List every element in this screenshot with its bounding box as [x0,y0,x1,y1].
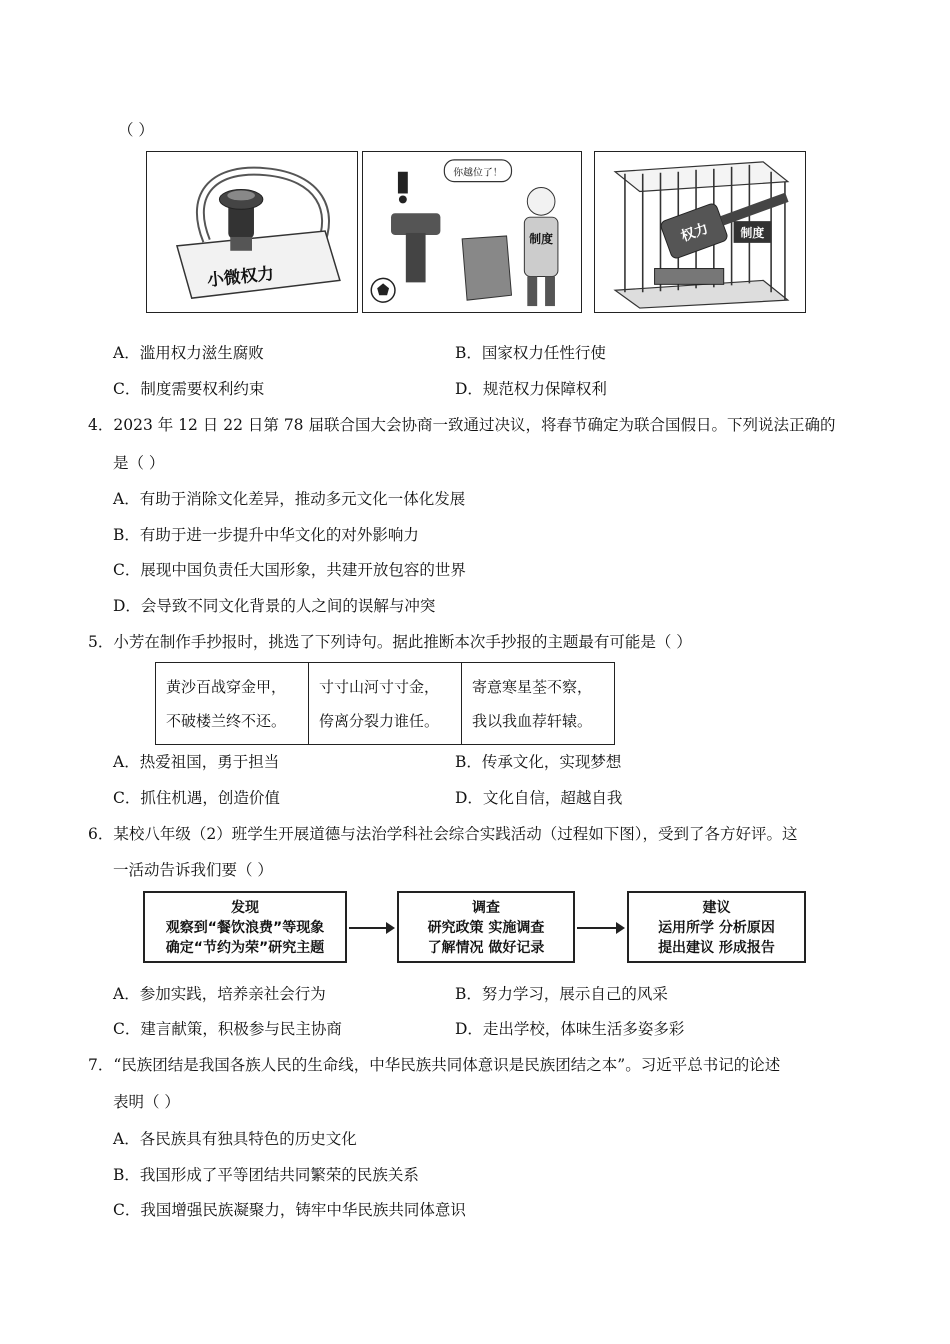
cartoon-power-in-cage [594,151,806,313]
svg-text:你越位了！: 你越位了！ [453,167,503,179]
q3-answer-paren: （ ） [118,121,154,139]
flow-box-suggest: 建议 运用所学 分析原因 提出建议 形成报告 [627,891,806,963]
stamp-illustration [147,152,357,312]
q4-stem-line1: 4．2023 年 12 日 22 日第 78 届联合国大会协商一致通过决议，将春节确定为联合国假日。下列说法正确的 [88,416,836,434]
q6-option-d[interactable]: D．走出学校，体味生活多姿多彩 [455,1020,685,1038]
q7-option-a[interactable]: A．各民族具有独具特色的历史文化 [113,1130,357,1148]
q7-option-c[interactable]: C．我国增强民族凝聚力，铸牢中华民族共同体意识 [113,1201,466,1219]
q5-option-d[interactable]: D．文化自信，超越自我 [455,789,623,807]
q7-stem-line1: 7．“民族团结是我国各族人民的生命线，中华民族共同体意识是民族团结之本”。习近平总书记的论述 [88,1056,781,1074]
q5-stem: 5．小芳在制作手抄报时，挑选了下列诗句。据此推断本次手抄报的主题最有可能是（ ） [88,633,692,651]
poem-cell-1: 黄沙百战穿金甲， 不破楼兰终不还。 [156,663,309,745]
q3-option-c[interactable]: C．制度需要权利约束 [113,380,265,398]
q4-option-b[interactable]: B．有助于进一步提升中华文化的对外影响力 [113,526,419,544]
q5-option-c[interactable]: C．抓住机遇，创造价值 [113,789,280,807]
q6-stem-line2: 一活动告诉我们要（ ） [113,861,273,879]
poem-cell-2: 寸寸山河寸寸金， 侉离分裂力谁任。 [309,663,462,745]
q5-option-a[interactable]: A．热爱祖国，勇于担当 [113,753,280,771]
cartoon-small-power-stamp [146,151,358,313]
q4-option-a[interactable]: A．有助于消除文化差异，推动多元文化一体化发展 [113,490,466,508]
svg-text:制度: 制度 [529,231,553,246]
q6-option-a[interactable]: A．参加实践，培养亲社会行为 [113,985,326,1003]
cage-illustration [595,152,805,312]
q4-stem-line2: 是（ ） [113,454,165,472]
q3-option-a[interactable]: A．滥用权力滋生腐败 [113,344,264,362]
q4-option-c[interactable]: C．展现中国负责任大国形象，共建开放包容的世界 [113,561,466,579]
q4-option-d[interactable]: D．会导致不同文化背景的人之间的误解与冲突 [113,597,436,615]
q7-stem-line2: 表明（ ） [113,1093,180,1111]
flow-box-investigate: 调查 研究政策 实施调查 了解情况 做好记录 [397,891,575,963]
poem-cell-3: 寄意寒星荃不察， 我以我血荐轩辕。 [462,663,615,745]
svg-text:小微权力: 小微权力 [206,262,275,290]
q7-option-b[interactable]: B．我国形成了平等团结共同繁荣的民族关系 [113,1166,419,1184]
poem-table [155,662,615,745]
svg-text:制度: 制度 [740,225,765,240]
q6-stem-line1: 6．某校八年级（2）班学生开展道德与法治学科社会综合实践活动（过程如下图），受到了各方好评。这 [88,825,798,843]
flow-box-discover: 发现 观察到“餐饮浪费”等现象 确定“节约为荣”研究主题 [143,891,347,963]
q5-option-b[interactable]: B．传承文化，实现梦想 [455,753,622,771]
q6-option-b[interactable]: B．努力学习，展示自己的风采 [455,985,668,1003]
q3-option-d[interactable]: D．规范权力保障权利 [455,380,607,398]
overstep-illustration [363,152,581,312]
flow-arrow-1 [349,927,393,929]
flow-arrow-2 [577,927,623,929]
cartoon-overstep-system [362,151,582,313]
q3-option-b[interactable]: B．国家权力任性行使 [455,344,606,362]
svg-text:权力: 权力 [679,220,711,246]
q6-option-c[interactable]: C．建言献策，积极参与民主协商 [113,1020,342,1038]
